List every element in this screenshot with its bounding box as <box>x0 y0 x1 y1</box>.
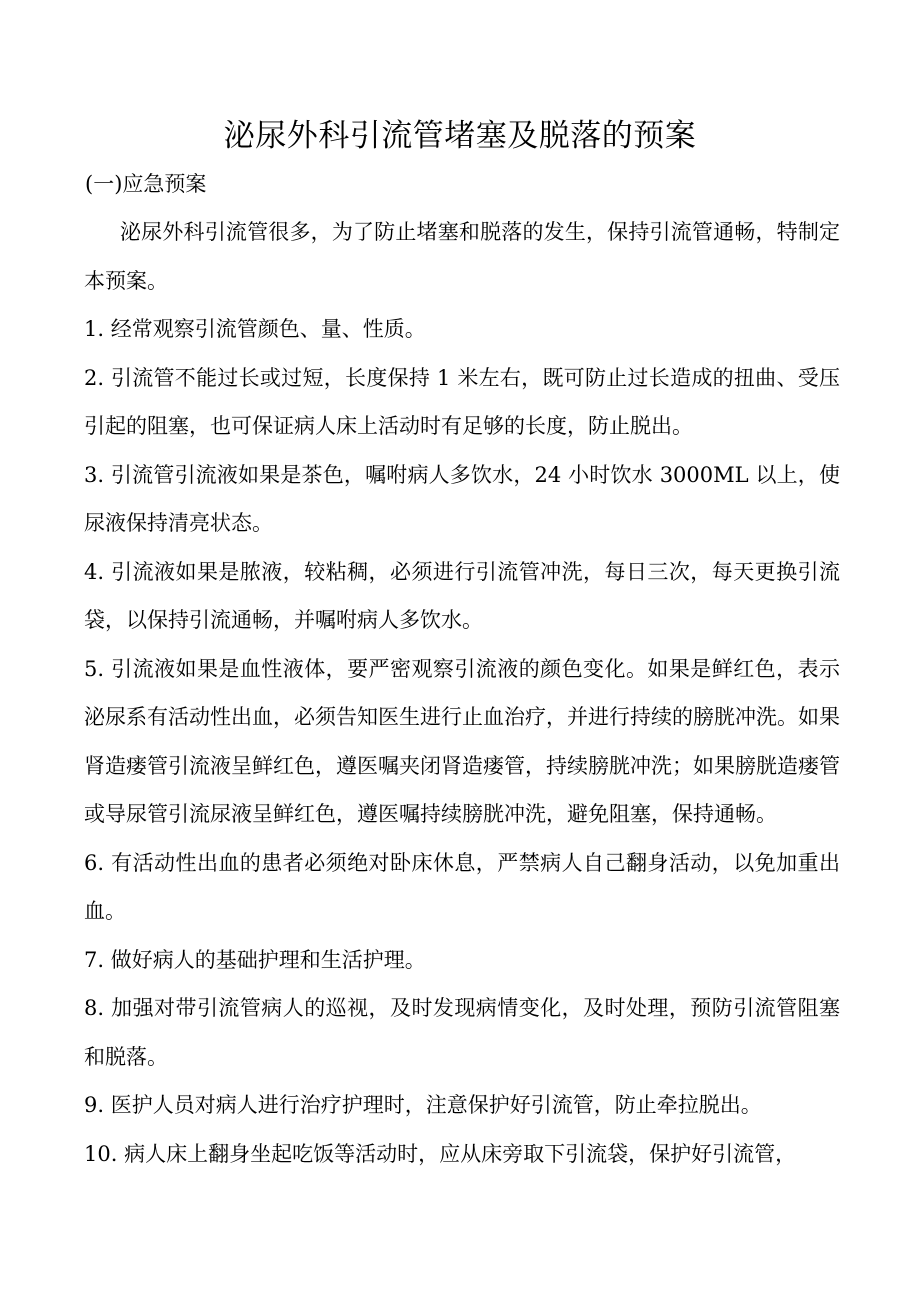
intro-paragraph: 泌尿外科引流管很多，为了防止堵塞和脱落的发生，保持引流管通畅，特制定本预案。 <box>84 220 840 293</box>
list-item-8: 8. 加强对带引流管病人的巡视，及时发现病情变化，及时处理，预防引流管阻塞和脱落。 <box>84 996 840 1069</box>
list-item-4: 4. 引流液如果是脓液，较粘稠，必须进行引流管冲洗，每日三次，每天更换引流袋，以保持引流通畅，并嘱咐病人多饮水。 <box>84 559 840 632</box>
list-item-10: 10. 病人床上翻身坐起吃饭等活动时，应从床旁取下引流袋，保护好引流管， <box>84 1141 797 1166</box>
list-item-9: 9. 医护人员对病人进行治疗护理时，注意保护好引流管，防止牵拉脱出。 <box>84 1093 762 1117</box>
list-item-5: 5. 引流液如果是血性液体，要严密观察引流液的颜色变化。如果是鲜红色，表示泌尿系有活动性出血，必须告知医生进行止血治疗，并进行持续的膀胱冲洗。如果肾造瘘管引流液呈鲜红色，遵医嘱夹闭肾造瘘管，持续膀胱冲洗；如果膀胱造瘘管或导尿管引流尿液呈鲜红色，遵医嘱持续膀胱冲洗，避免阻塞，保持通畅。 <box>84 656 840 826</box>
document-title: 泌尿外科引流管堵塞及脱落的预案 <box>223 118 697 154</box>
list-item-7: 7. 做好病人的基础护理和生活护理。 <box>84 947 426 972</box>
list-item-1: 1. 经常观察引流管颜色、量、性质。 <box>84 317 426 341</box>
list-item-3: 3. 引流管引流液如果是茶色，嘱咐病人多饮水，24 小时饮水 3000ML 以上，使尿液保持清亮状态。 <box>84 462 840 535</box>
list-item-2: 2. 引流管不能过长或过短，长度保持 1 米左右，既可防止过长造成的扭曲、受压引起的阻塞，也可保证病人床上活动时有足够的长度，防止脱出。 <box>84 365 840 438</box>
list-item-6: 6. 有活动性出血的患者必须绝对卧床休息，严禁病人自己翻身活动，以免加重出血。 <box>84 850 840 923</box>
section-heading: (一)应急预案 <box>85 172 207 196</box>
document-body <box>84 208 840 1178</box>
